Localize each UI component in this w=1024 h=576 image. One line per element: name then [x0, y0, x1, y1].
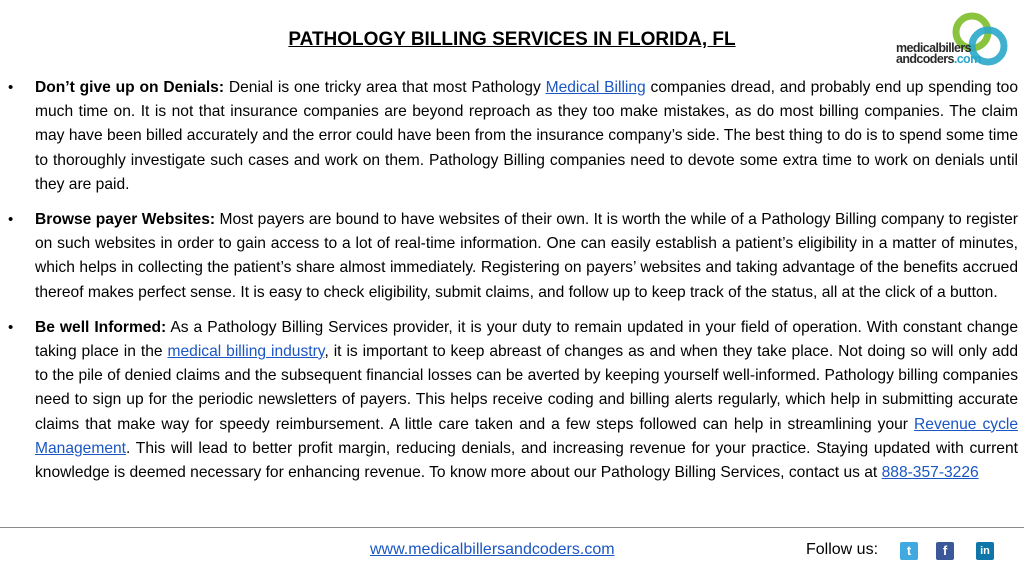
- footer-divider: [0, 527, 1024, 528]
- item-text: , it is important to keep abreast of changes as and when they take place. Not doing so will only add to the pile of denied claims and the subsequent financial losses can be averted by keeping yourself well-informed. Pathology billing companies need to sign up for the periodic newsletters of payers. This helps receive coding and billing alerts regularly, which help in submitting accurate claims that make way for speedy reimbursement. A little care taken and a few steps followed can help in streamlining your: [35, 343, 1019, 433]
- item-text: As a Pathology Billing Services provider, it is your duty to remain updated in your field of operation. With constant change taking place in the: [35, 318, 1018, 361]
- company-logo[interactable]: [896, 12, 1014, 72]
- item-text: . This will lead to better profit margin, reducing denials, and increasing revenue for your practice. Staying updated with current knowledge is deemed necessary for enhancing revenue. To know more about our Pathology Billing Services, contact us at: [35, 439, 1018, 482]
- logo-line2: andcoders: [896, 52, 954, 66]
- item-heading: Don’t give up on Denials:: [35, 79, 225, 96]
- item-text: Denial is one tricky area that most Pathology: [224, 79, 546, 96]
- logo-wordmark: [896, 43, 981, 65]
- logo-line1: medicalbillers: [896, 41, 971, 55]
- bullet-icon: •: [8, 79, 14, 96]
- medical-billing-industry-link[interactable]: medical billing industry: [167, 343, 325, 361]
- list-item: [8, 208, 1019, 305]
- item-heading: Browse payer Websites:: [35, 211, 216, 229]
- website-link[interactable]: www.medicalbillersandcoders.com: [370, 541, 615, 558]
- item-heading: Be well Informed:: [35, 318, 167, 336]
- facebook-icon[interactable]: f: [936, 542, 954, 560]
- phone-link[interactable]: 888-357-3226: [881, 464, 979, 482]
- follow-label: Follow us:: [806, 541, 879, 558]
- list-item: [8, 76, 1019, 197]
- medical-billing-link[interactable]: Medical Billing: [545, 79, 646, 96]
- logo-suffix: .com: [953, 52, 981, 66]
- linkedin-icon[interactable]: in: [976, 542, 994, 560]
- item-text: companies dread, and probably end up spending too much time on. It is not that insurance companies are beyond reproach as they too make mistakes, as do most billing companies. The claim may have been billed accurately and the error could have been from the insurance company’s side. The best thing to do is to spend some time to thoroughly investigate such cases and work on them. Pathology Billing companies need to devote some extra time to work on denials until they are paid.: [35, 79, 1019, 193]
- twitter-icon[interactable]: t: [900, 542, 918, 560]
- bullet-list: [0, 76, 1024, 496]
- page-title: PATHOLOGY BILLING SERVICES IN FLORIDA, FL: [288, 29, 736, 50]
- bullet-icon: •: [8, 211, 14, 229]
- revenue-cycle-management-link[interactable]: Revenue cycle Management: [35, 415, 1019, 457]
- bullet-icon: •: [8, 318, 14, 336]
- item-text: Most payers are bound to have websites of their own. It is worth the while of a Pathology Billing company to register on such websites in order to gain access to a lot of real-time information. One can easily establish a patient’s eligibility in a matter of minutes, which helps in collecting the patient’s share almost immediately. Registering on payers’ websites and taking advantage of the benefits accrued thereof makes perfect sense. It is easy to check eligibility, submit claims, and follow up to keep track of the status, all at the click of a button.: [35, 211, 1019, 301]
- list-item: [8, 316, 1019, 485]
